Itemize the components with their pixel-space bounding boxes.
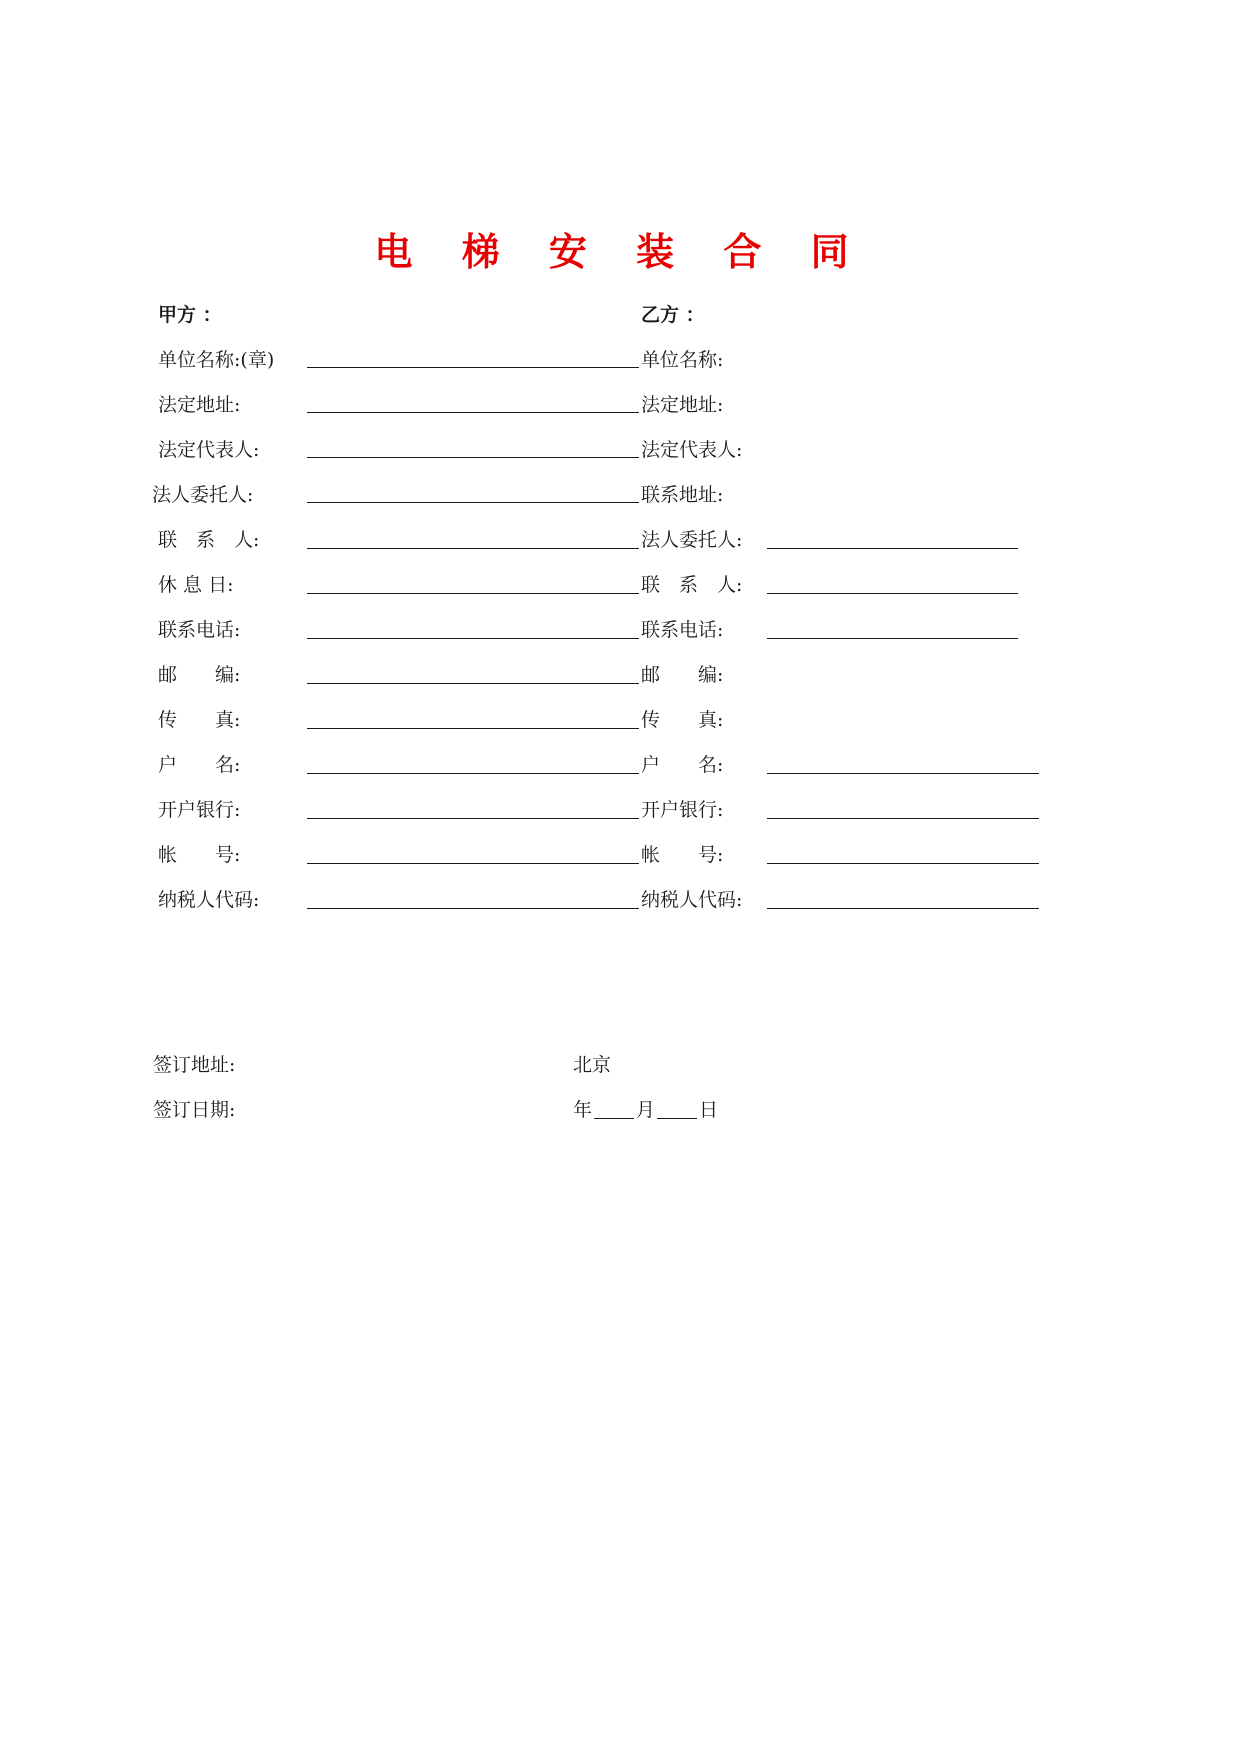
- party-a-field-line[interactable]: [307, 457, 639, 458]
- party-b-label: 法定代表人:: [641, 439, 743, 461]
- party-a-label: 法定地址:: [158, 394, 241, 416]
- date-year-label: 年: [573, 1099, 593, 1121]
- party-a-label: 邮 编:: [158, 664, 241, 686]
- party-b-label: 纳税人代码:: [641, 889, 743, 911]
- party-b-label: 开户银行:: [641, 799, 724, 821]
- party-a-heading: 甲方 ：: [158, 304, 222, 326]
- party-b-field-line[interactable]: [767, 818, 1039, 819]
- party-b-label: 帐 号:: [641, 844, 724, 866]
- party-a-field-line[interactable]: [307, 773, 639, 774]
- date-day-label: 日: [699, 1099, 719, 1121]
- party-a-label: 法人委托人:: [152, 484, 254, 506]
- party-b-label: 单位名称:: [641, 349, 724, 371]
- party-a-field-line[interactable]: [307, 818, 639, 819]
- party-a-label: 休 息 日:: [158, 574, 234, 596]
- party-b-label: 法定地址:: [641, 394, 724, 416]
- party-b-label: 户 名:: [641, 754, 724, 776]
- party-a-field-line[interactable]: [307, 728, 639, 729]
- party-b-field-line[interactable]: [767, 593, 1018, 594]
- party-a-label: 法定代表人:: [158, 439, 260, 461]
- contract-title: 电 梯 安 装 合 同: [374, 230, 867, 274]
- date-month-label: 月: [636, 1099, 656, 1121]
- party-b-label: 联系电话:: [641, 619, 724, 641]
- party-a-field-line[interactable]: [307, 502, 639, 503]
- party-a-field-line[interactable]: [307, 638, 639, 639]
- party-b-field-line[interactable]: [767, 773, 1039, 774]
- party-b-field-line[interactable]: [767, 908, 1039, 909]
- party-a-field-line[interactable]: [307, 863, 639, 864]
- party-b-label: 联系地址:: [641, 484, 724, 506]
- party-b-label: 传 真:: [641, 709, 724, 731]
- party-b-label: 联 系 人:: [641, 574, 743, 596]
- party-a-field-line[interactable]: [307, 367, 639, 368]
- party-a-label: 联 系 人:: [158, 529, 260, 551]
- party-a-field-line[interactable]: [307, 908, 639, 909]
- party-b-heading: 乙方 ：: [641, 304, 705, 326]
- party-a-label: 户 名:: [158, 754, 241, 776]
- party-a-field-line[interactable]: [307, 548, 639, 549]
- party-b-field-line[interactable]: [767, 638, 1018, 639]
- signing-date: [573, 1097, 718, 1123]
- party-a-label: 帐 号:: [158, 844, 241, 866]
- signing-place-label: 签订地址:: [153, 1054, 236, 1076]
- party-a-field-line[interactable]: [307, 683, 639, 684]
- signing-place-value: 北京: [573, 1054, 612, 1076]
- party-a-label: 单位名称:(章): [158, 349, 275, 371]
- party-a-field-line[interactable]: [307, 593, 639, 594]
- party-a-label: 纳税人代码:: [158, 889, 260, 911]
- party-b-label: 法人委托人:: [641, 529, 743, 551]
- signing-date-label: 签订日期:: [153, 1099, 236, 1121]
- party-a-field-line[interactable]: [307, 412, 639, 413]
- party-a-label: 联系电话:: [158, 619, 241, 641]
- party-b-field-line[interactable]: [767, 548, 1018, 549]
- party-a-label: 传 真:: [158, 709, 241, 731]
- party-a-label: 开户银行:: [158, 799, 241, 821]
- date-month-blank[interactable]: [594, 1098, 634, 1119]
- date-day-blank[interactable]: [657, 1098, 697, 1119]
- party-b-field-line[interactable]: [767, 863, 1039, 864]
- party-b-label: 邮 编:: [641, 664, 724, 686]
